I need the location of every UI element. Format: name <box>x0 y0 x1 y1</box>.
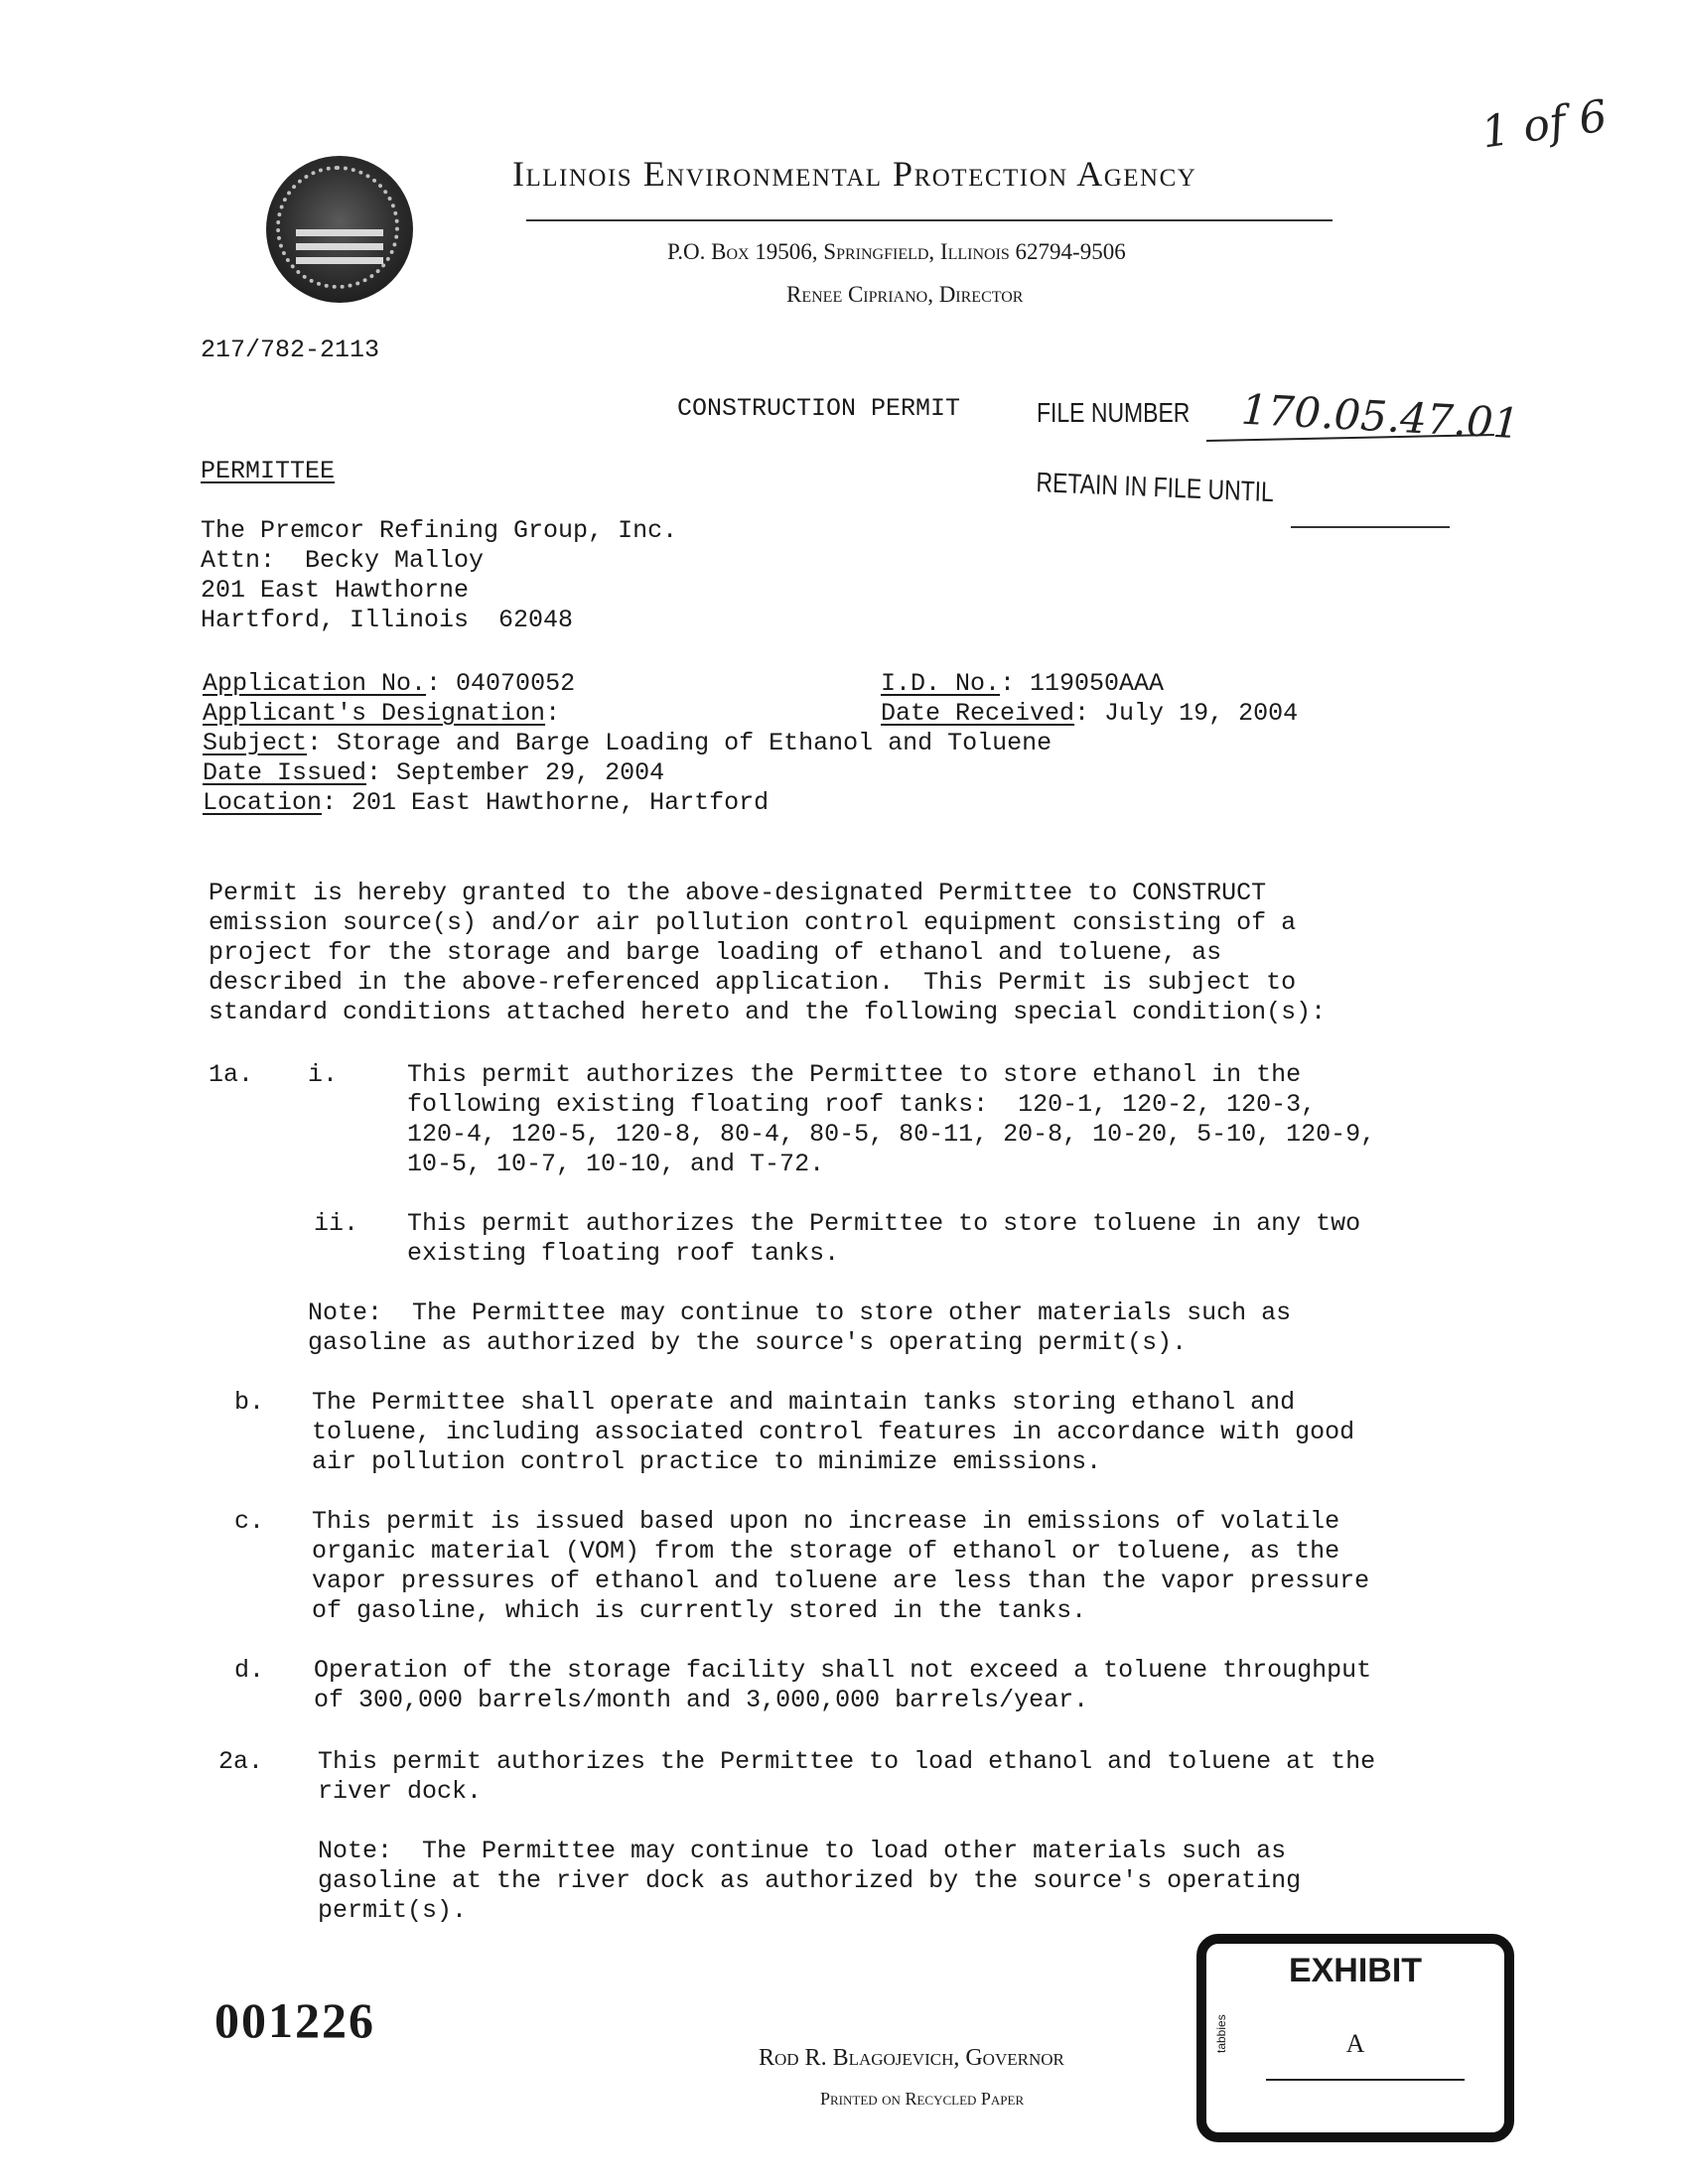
condition-1a-note: Note: The Permittee may continue to store other materials such as gasoline as authorized by the source's operating permit(s). <box>308 1298 1292 1357</box>
condition-number: d. <box>234 1656 265 1685</box>
designation-value: : <box>545 699 561 728</box>
agency-name: Illinois Environmental Protection Agency <box>512 154 1197 194</box>
permit-intro-paragraph: Permit is hereby granted to the above-designated Permittee to CONSTRUCT emission source(s) and/or air pollution control equipment consisting of a project for the storage and barge loading of ethanol and toluene, as described in the above-referenced application. This Permit is subject to standard conditions attached hereto and the following special condition(s): <box>209 879 1327 1026</box>
condition-1a-i-text: This permit authorizes the Permittee to store ethanol in the following existing floating roof tanks: 120-1, 120-2, 120-3, 120-4, 120-5, 120-8, 80-4, 80-5, 80-11, 20-8, 10-20, 5-10, 120-9, 10-5, 10-7, 10-10, and T-72. <box>407 1060 1376 1178</box>
agency-address: P.O. Box 19506, Springfield, Illinois 62794-9506 <box>667 239 1126 264</box>
retain-until-line <box>1291 526 1450 528</box>
date-received-value: : July 19, 2004 <box>1074 699 1299 728</box>
id-no-label: I.D. No. <box>881 669 1001 698</box>
exhibit-letter: A <box>1345 2029 1365 2058</box>
condition-1a-ii-text: This permit authorizes the Permittee to store toluene in any two existing floating roof tanks. <box>407 1209 1361 1268</box>
date-issued-label: Date Issued <box>203 758 367 787</box>
bates-number: 001226 <box>214 1992 375 2048</box>
condition-number: 1a. <box>209 1060 254 1089</box>
permittee-heading: PERMITTEE <box>201 457 336 485</box>
condition-1c-text: This permit is issued based upon no increase in emissions of volatile organic material (VOM) from the storage of ethanol or toluene, as the vapor pressures of ethanol and toluene are less than the vapor pressure of gasoline, which is currently stored in the tanks. <box>312 1507 1370 1625</box>
condition-2a-text: This permit authorizes the Permittee to load ethanol and toluene at the river dock. <box>318 1747 1376 1806</box>
exhibit-line <box>1266 2079 1465 2081</box>
application-no-value: : 04070052 <box>426 669 576 698</box>
condition-number: b. <box>234 1388 265 1417</box>
date-issued-value: : September 29, 2004 <box>366 758 665 787</box>
letterhead-rule <box>526 219 1333 221</box>
retain-until-label: RETAIN IN FILE UNTIL <box>1036 467 1275 508</box>
agency-seal-icon <box>266 156 413 303</box>
permit-title: CONSTRUCTION PERMIT <box>677 394 961 423</box>
condition-subnumber: i. <box>308 1060 339 1089</box>
recycled-paper-note: Printed on Recycled Paper <box>820 2089 1025 2109</box>
governor-name: Rod R. Blagojevich, Governor <box>759 2045 1064 2071</box>
agency-director: Renee Cipriano, Director <box>786 282 1024 307</box>
file-number-handwritten: 170.05.47.01 <box>1239 384 1521 449</box>
condition-1d-text: Operation of the storage facility shall not exceed a toluene throughput of 300,000 barrels/month and 3,000,000 barrels/year. <box>314 1656 1372 1714</box>
permittee-attn: Attn: Becky Malloy <box>201 546 485 575</box>
date-received-label: Date Received <box>881 699 1075 728</box>
id-no-value: : 119050AAA <box>1000 669 1165 698</box>
subject-label: Subject <box>203 729 308 757</box>
condition-1b-text: The Permittee shall operate and maintain tanks storing ethanol and toluene, including associated control features in accordance with good air pollution control practice to minimize emissions. <box>312 1388 1355 1476</box>
file-number-label: FILE NUMBER <box>1037 397 1191 428</box>
phone-number: 217/782-2113 <box>201 336 380 364</box>
subject-value: : Storage and Barge Loading of Ethanol and Toluene <box>307 729 1052 757</box>
page-count-handwritten: 1 of 6 <box>1478 90 1611 159</box>
exhibit-title: EXHIBIT <box>1288 1952 1423 1989</box>
application-no-label: Application No. <box>203 669 427 698</box>
permittee-street: 201 East Hawthorne <box>201 576 470 605</box>
location-label: Location <box>203 788 323 817</box>
exhibit-sticker <box>1196 1934 1514 2142</box>
permittee-address <box>201 516 677 635</box>
exhibit-brand: tabbies <box>1214 2014 1228 2053</box>
application-details-right <box>881 669 1298 729</box>
condition-2a-note: Note: The Permittee may continue to load other materials such as gasoline at the river dock as authorized by the source's operating permit(s). <box>318 1837 1302 1925</box>
condition-number: c. <box>234 1507 265 1536</box>
designation-label: Applicant's Designation <box>203 699 546 728</box>
condition-subnumber: ii. <box>314 1209 359 1238</box>
condition-number: 2a. <box>218 1747 264 1776</box>
location-value: : 201 East Hawthorne, Hartford <box>322 788 770 817</box>
permittee-name: The Premcor Refining Group, Inc. <box>201 516 678 545</box>
permittee-city: Hartford, Illinois 62048 <box>201 606 574 634</box>
